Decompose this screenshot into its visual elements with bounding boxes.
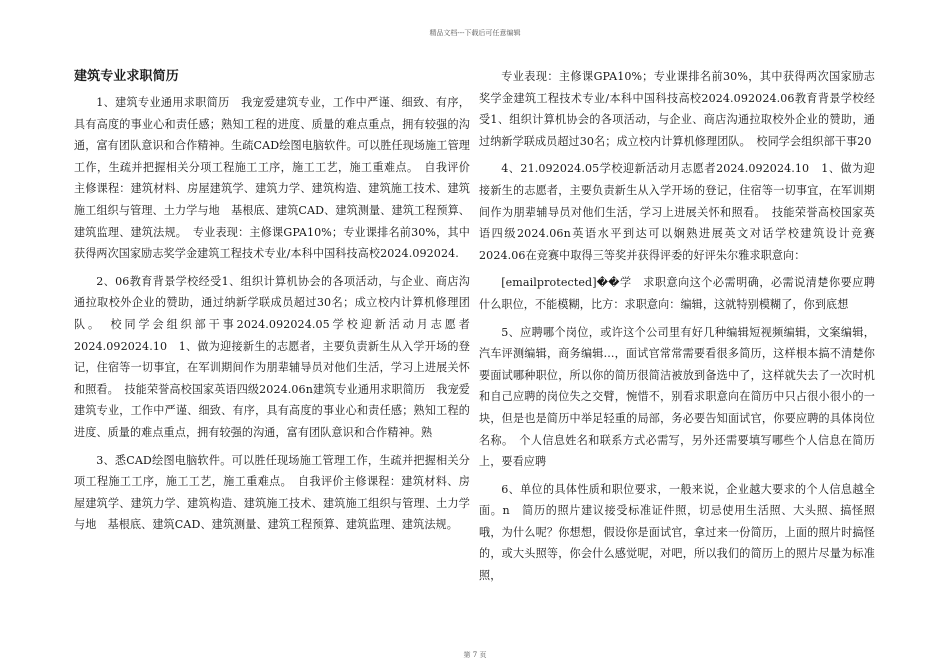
paragraph: 2、06教育背景学校经受1、组织计算机协会的各项活动，与企业、商店沟通拉取校外企业的赞助，通过纳新学联成员超过30名；成立校内计算机修理团队。 校同学会组织部干事2024.092024.05学校迎新活动月志愿者2024.092024.10 1、做为迎接新生的志愿者，主要负责新生从入学开场的登记，住宿等一切事宜，在军训期间作为朋辈辅导员对他们生活，学习上进展关怀和照看。 技能荣誉高校国家英语四级2024.06n建筑专业通用求职简历 我宠爱建筑专业，工作中严谨、细致、有序，具有高度的事业心和责任感；熟知工程的进度、质量的难点重点，拥有较强的沟通，富有团队意识和合作精神。熟 — [74, 274, 470, 439]
left-column — [74, 66, 470, 646]
paragraph: 5、应聘哪个岗位，或许这个公司里有好几种编辑短视频编辑，文案编辑，汽车评测编辑，商务编辑...，面试官常常需要看很多简历，这样根本搞不清楚你要面试哪种职位，所以你的简历很简洁被放到备选中了，这样就失去了一次时机和自己应聘的岗位失之交臂，惋惜不，别看求职意向在简历中只占很小很小的一块，但是也是简历中举足轻重的局部，务必要告知面试官，你要应聘的具体岗位名称。 个人信息姓名和联系方式必需写，另外还需要填写哪些个人信息在简历上，要看应聘 — [479, 325, 875, 469]
page-header: 精品文档---下载后可任意编辑 — [429, 29, 521, 37]
paragraph: 3、悉CAD绘图电脑软件。可以胜任现场施工管理工作，生疏并把握相关分项工程施工工序，施工工艺，施工重难点。 自我评价主修课程：建筑材料、房屋建筑学、建筑力学、建筑构造、建筑施工技术、建筑施工组织与管理、土力学与地 基根底、建筑CAD、建筑测量、建筑工程预算、建筑监理、建筑法规。 — [74, 453, 470, 532]
right-column — [479, 66, 875, 646]
paragraph: 6、单位的具体性质和职位要求，一般来说，企业越大要求的个人信息越全面。n 简历的照片建议接受标准证件照，切忌使用生活照、大头照、搞怪照哦，为什么呢？你想想，假设你是面试官，拿过来一份简历，上面的照片时搞怪的，或大头照等，你会什么感觉呢，对吧，所以我们的简历上的照片尽量为标准照， — [479, 482, 875, 583]
document-title: 建筑专业求职简历 — [74, 69, 179, 84]
page-number: 第 7 页 — [463, 651, 487, 659]
paragraph: 4、21.092024.05学校迎新活动月志愿者2024.092024.10 1、做为迎接新生的志愿者，主要负责新生从入学开场的登记，住宿等一切事宜，在军训期间作为朋辈辅导员对他们生活，学习上进展关怀和照看。 技能荣誉高校国家英语四级2024.06n英语水平到达可以娴熟进展英文对话学校建筑设计竞赛2024.06在竞赛中取得三等奖并获得评委的好评朱尔雅求职意向： — [479, 162, 875, 262]
paragraph: 专业表现：主修课GPA10%；专业课排名前30%，其中获得两次国家励志奖学金建筑工程技术专业/本科中国科技高校2024.092024.06教育背景学校经受1、组织计算机协会的各项活动，与企业、商店沟通拉取校外企业的赞助，通过纳新学联成员超过30名；成立校内计算机修理团队。 校同学会组织部干事20 — [479, 70, 875, 148]
paragraph: [emailprotected]��学 求职意向这个必需明确，必需说清楚你要应聘什么职位，不能模糊，比方：求职意向：编辑，这就特别模糊了，你到底想 — [479, 276, 875, 311]
paragraph: 1、建筑专业通用求职简历 我宠爱建筑专业，工作中严谨、细致、有序，具有高度的事业心和责任感；熟知工程的进度、质量的难点重点，拥有较强的沟通，富有团队意识和合作精神。生疏CAD绘图电脑软件。可以胜任现场施工管理工作，生疏并把握相关分项工程施工工序，施工工艺，施工重难点。 自我评价主修课程：建筑材料、房屋建筑学、建筑力学、建筑构造、建筑施工技术、建筑施工组织与管理、土力学与地 基根底、建筑CAD、建筑测量、建筑工程预算、建筑监理、建筑法规。 专业表现：主修课GPA10%；专业课排名前30%，其中获得两次国家励志奖学金建筑工程技术专业/本科中国科技高校2024.092024. — [74, 96, 470, 261]
